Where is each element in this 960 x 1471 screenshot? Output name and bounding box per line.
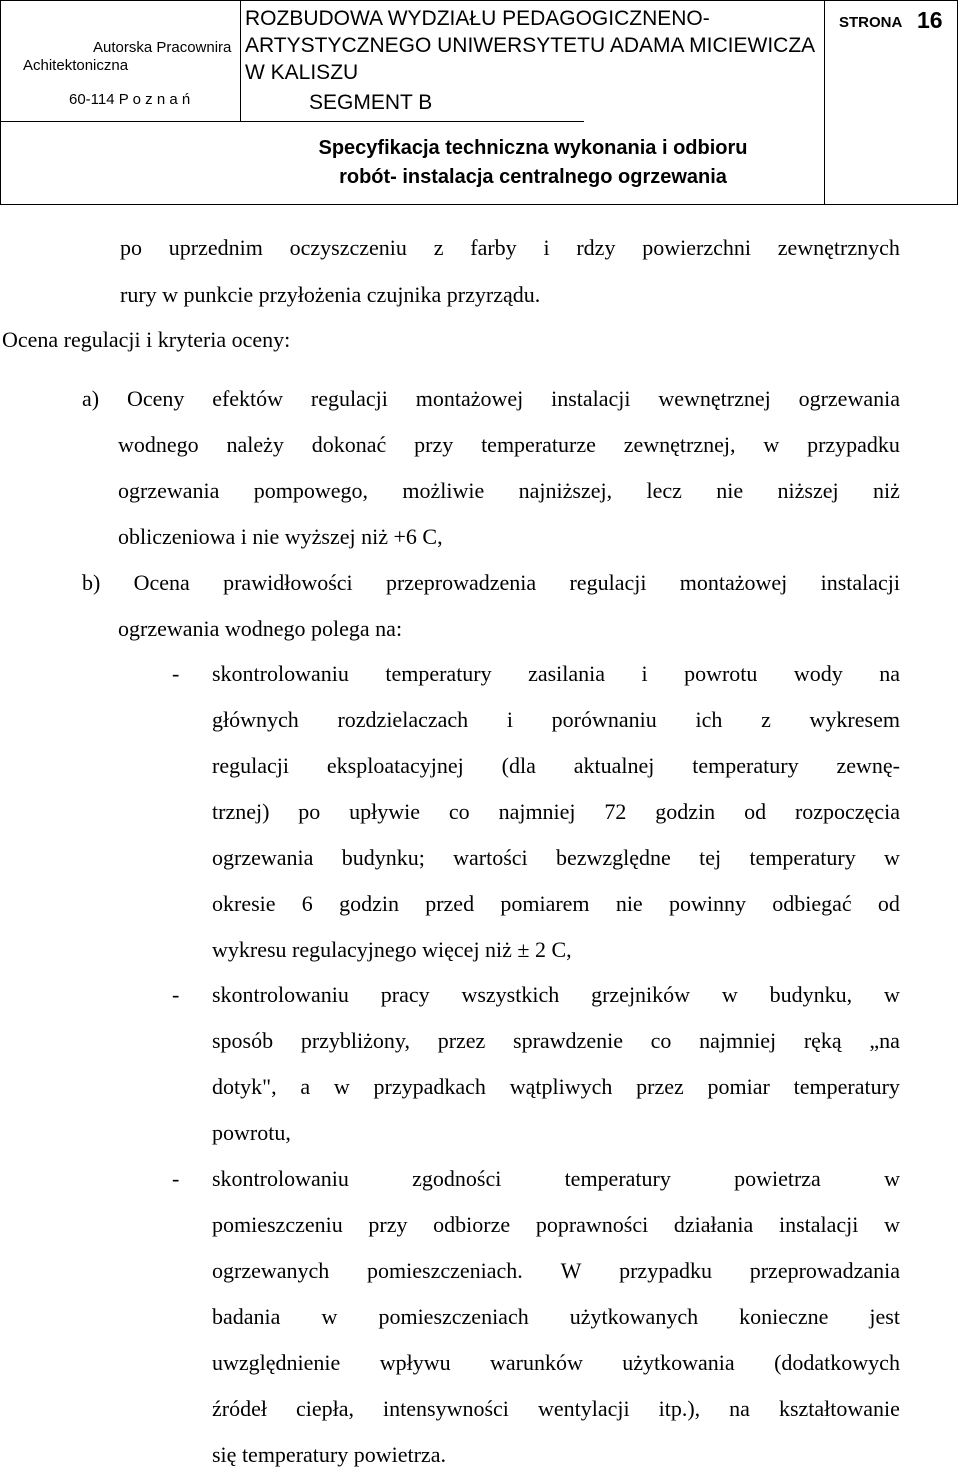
bullet-dash: - — [172, 1166, 180, 1191]
bullet-line: pomieszczeniu przy odbiorze poprawności działania instalacji w — [212, 1212, 900, 1237]
bullet-line: ogrzewanych pomieszczeniach. W przypadku przeprowadzania — [212, 1258, 900, 1283]
bullet-line: skontrolowaniu pracy wszystkich grzejników w budynku, w — [212, 982, 900, 1007]
bullet-line: badania w pomieszczeniach użytkowanych konieczne jest — [212, 1304, 900, 1329]
bullet-line: skontrolowaniu temperatury zasilania i powrotu wody na — [212, 661, 900, 686]
project-title-line: ROZBUDOWA WYDZIAŁU PEDAGOGICZNENO- — [245, 7, 710, 30]
list-item-a-line: a) Oceny efektów regulacji montażowej instalacji wewnętrznej ogrzewania — [82, 386, 900, 411]
list-item-a-line: wodnego należy dokonać przy temperaturze zewnętrznej, w przypadku — [118, 432, 900, 457]
section-heading: Ocena regulacji i kryteria oceny: — [2, 327, 291, 352]
bullet-line: trznej) po upływie co najmniej 72 godzin od rozpoczęcia — [212, 799, 900, 824]
bullet-dash: - — [172, 661, 180, 686]
page-number-box — [829, 5, 955, 45]
list-item-a-line: obliczeniowa i nie wyższej niż +6 C, — [118, 524, 443, 549]
bullet-line: okresie 6 godzin przed pomiarem nie powinny odbiegać od — [212, 891, 900, 916]
firm-name-line2: Achitektoniczna — [23, 57, 129, 74]
bullet-dash: - — [172, 982, 180, 1007]
page-label: STRONA — [839, 14, 903, 31]
bullet-line: dotyk", a w przypadkach wątpliwych przez pomiar temperatury — [212, 1074, 900, 1099]
bullet-line: wykresu regulacyjnego więcej niż ± 2 C, — [212, 937, 572, 962]
bullet-line: sposób przybliżony, przez sprawdzenie co najmniej ręką „na — [212, 1028, 900, 1053]
list-item-b-line: ogrzewania wodnego polega na: — [118, 616, 403, 641]
bullet-line: skontrolowaniu zgodności temperatury powietrza w — [212, 1166, 900, 1191]
bullet-line: regulacji eksploatacyjnej (dla aktualnej temperatury zewnę- — [212, 753, 900, 778]
bullet-line: się temperatury powietrza. — [212, 1442, 446, 1467]
paragraph-line: rury w punkcie przyłożenia czujnika przyrządu. — [120, 282, 541, 307]
bullet-line: źródeł ciepła, intensywności wentylacji itp.), na kształtowanie — [212, 1396, 900, 1421]
spec-title-line: Specyfikacja techniczna wykonania i odbioru — [318, 137, 748, 159]
project-title-line: ARTYSTYCZNEGO UNIWERSYTETU ADAMA MICIEWICZA — [245, 34, 816, 57]
specification-title — [241, 122, 825, 206]
list-item-b-line: b) Ocena prawidłowości przeprowadzenia regulacji montażowej instalacji — [82, 570, 900, 595]
document-header — [0, 0, 958, 205]
firm-name-line1: Autorska Pracownira — [93, 39, 232, 56]
spec-title-line: robót- instalacja centralnego ogrzewania — [339, 166, 727, 188]
paragraph-line: po uprzednim oczyszczeniu z farby i rdzy powierzchni zewnętrznych — [120, 235, 900, 260]
page-number: 16 — [917, 7, 943, 33]
firm-address: 60-114 P o z n a ń — [69, 91, 191, 108]
bullet-line: ogrzewania budynku; wartości bezwzględne tej temperatury w — [212, 845, 900, 870]
bullet-line: powrotu, — [212, 1120, 291, 1145]
segment-label: SEGMENT B — [309, 91, 433, 114]
bullet-line: uwzględnienie wpływu warunków użytkowania (dodatkowych — [212, 1350, 900, 1375]
bullet-line: głównych rozdzielaczach i porównaniu ich z wykresem — [212, 707, 900, 732]
project-title — [245, 5, 825, 121]
list-item-a-line: ogrzewania pompowego, możliwie najniższej, lecz nie niższej niż — [118, 478, 900, 503]
firm-info — [1, 1, 241, 121]
project-title-line: W KALISZU — [245, 61, 359, 84]
